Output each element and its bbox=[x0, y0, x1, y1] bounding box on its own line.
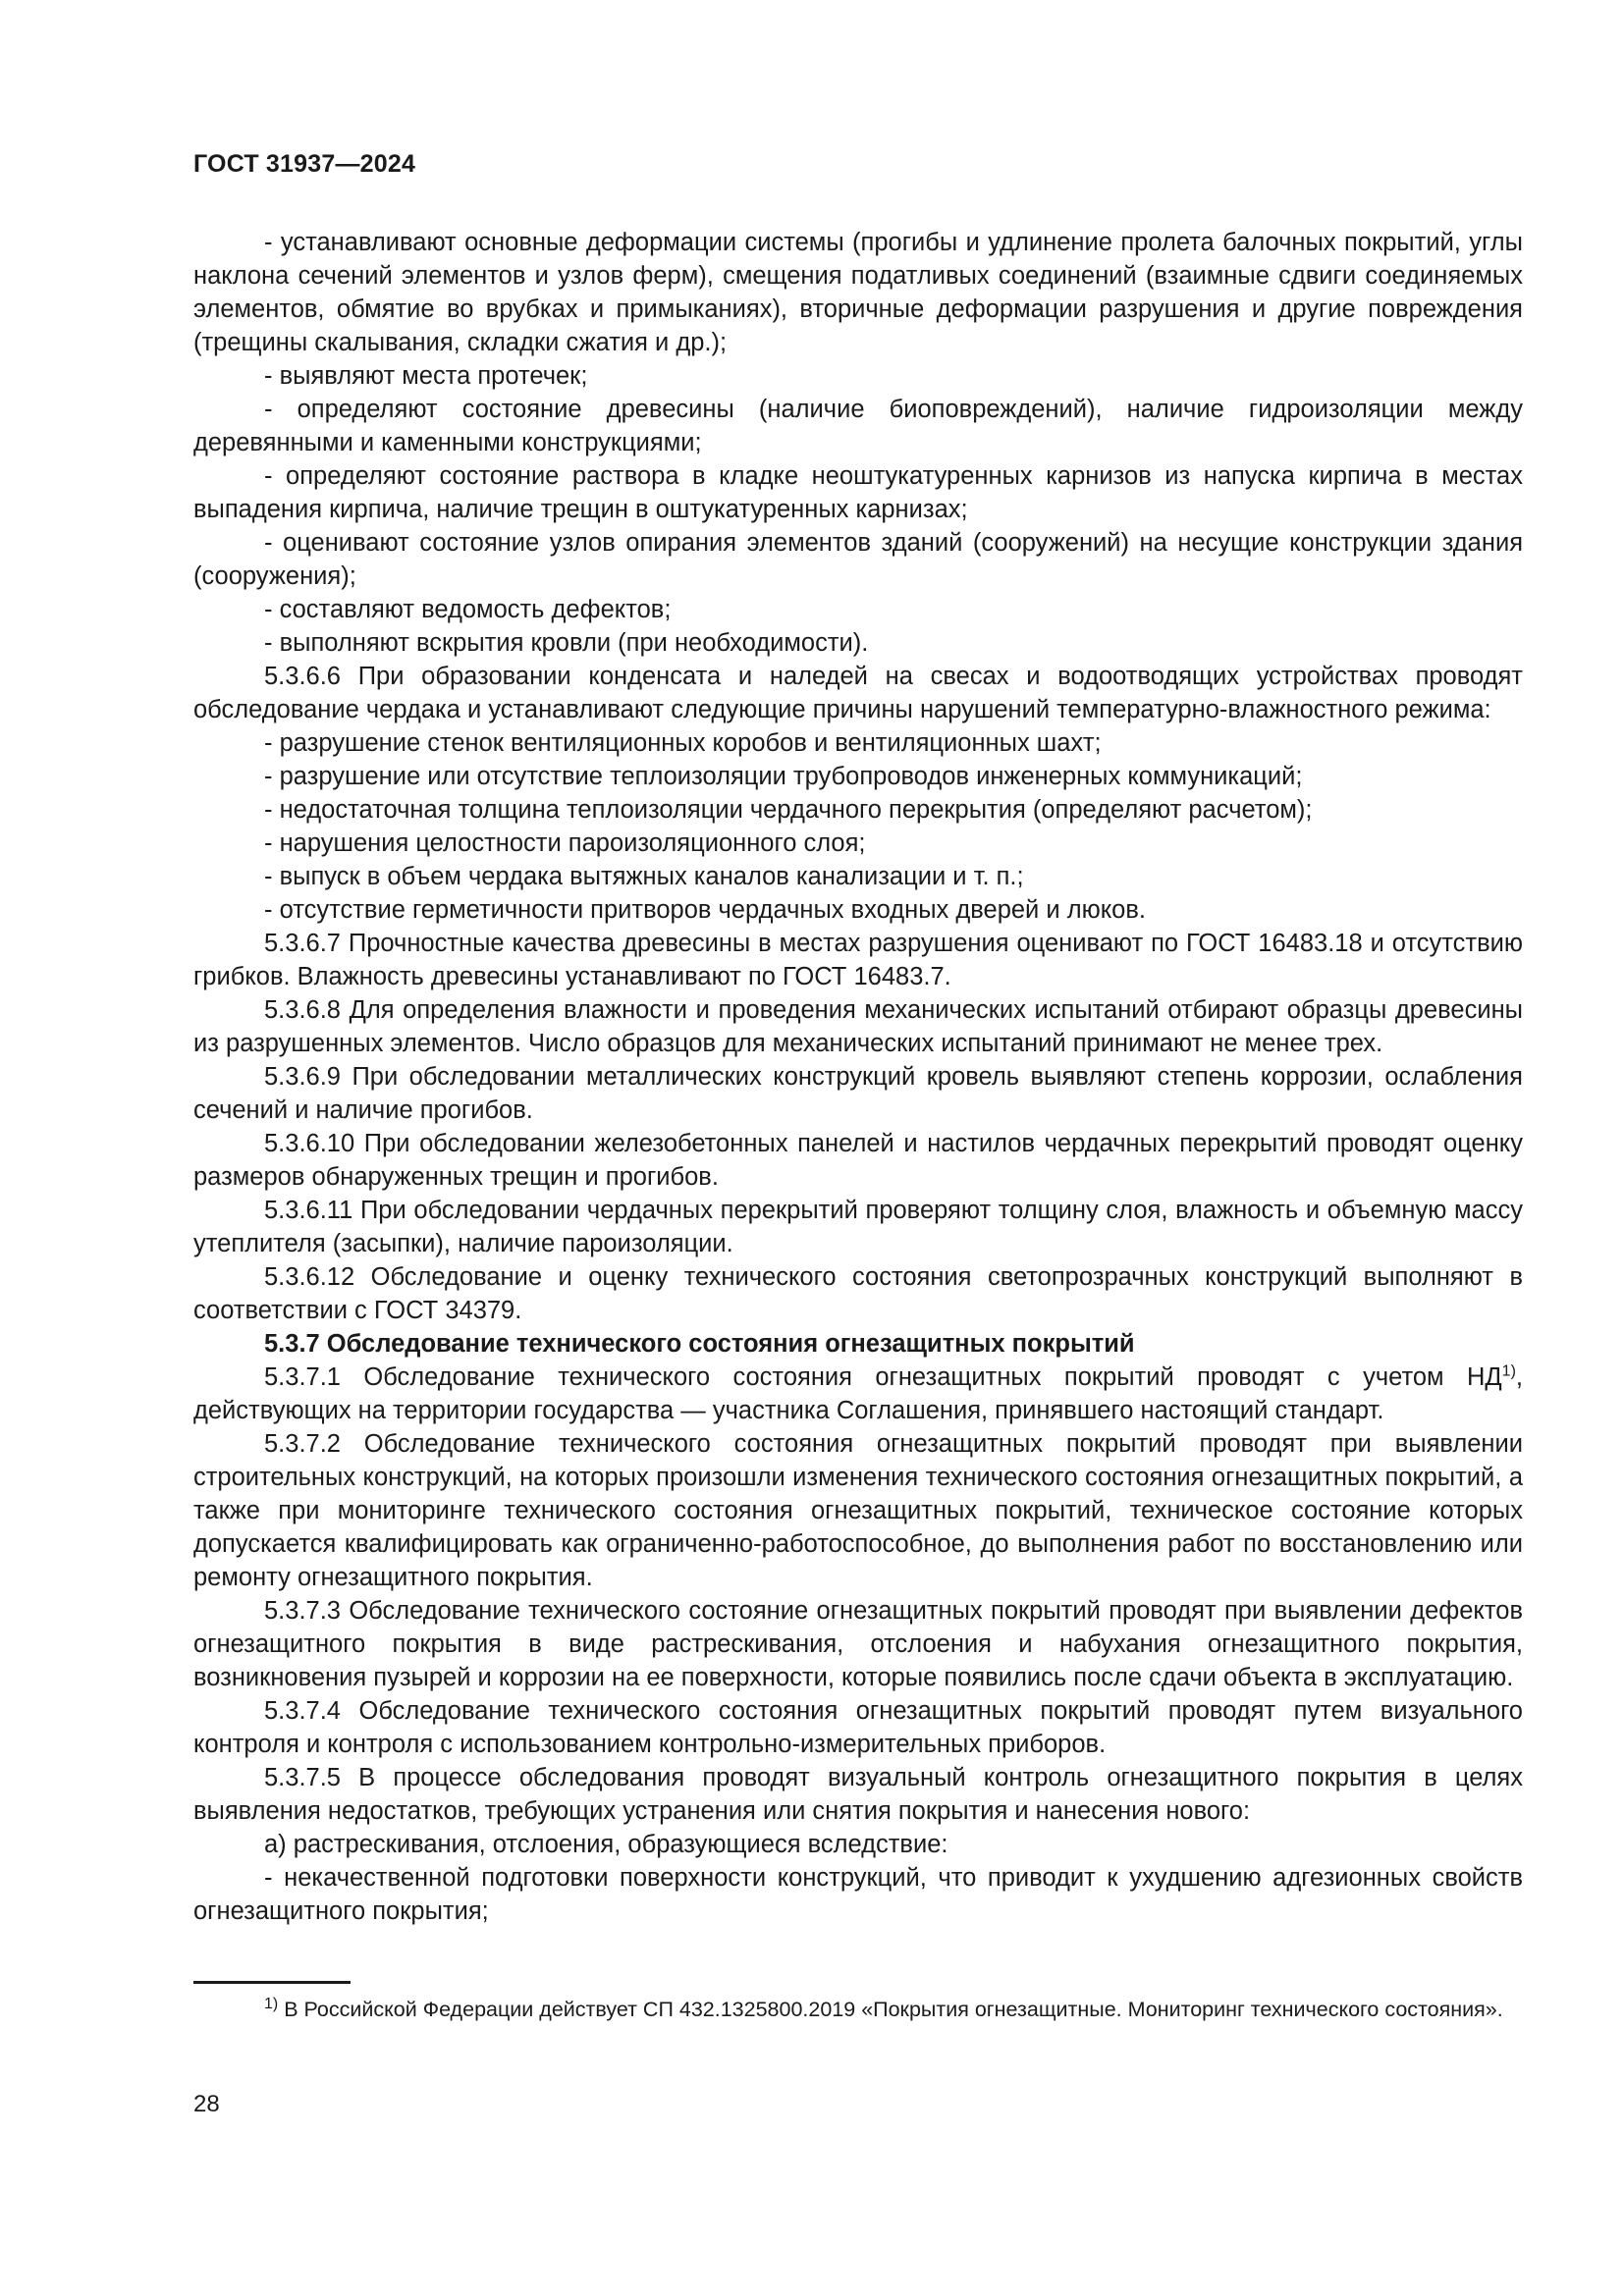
list-item: - устанавливают основные деформации системы (прогибы и удлинение пролета балочных покрытий, углы наклона сечений элементов и узлов ферм), смещения податливых соединений (взаимные сдвиги соединяемых элементов, обмятие во врубках и примыканиях), вторичные деформации разрушения и другие повреждения (трещины скалывания, складки сжатия и др.); bbox=[193, 229, 1523, 356]
clause-5-3-6-8: 5.3.6.8 Для определения влажности и проведения механических испытаний отбирают образцы древесины из разрушенных элементов. Число образцов для механических испытаний принимают не менее трех. bbox=[193, 996, 1523, 1057]
section-heading-5-3-7: 5.3.7 Обследование технического состояния огнезащитных покрытий bbox=[264, 1330, 1135, 1358]
document-body bbox=[193, 226, 1523, 1928]
clause-5-3-6-7: 5.3.6.7 Прочностные качества древесины в местах разрушения оценивают по ГОСТ 16483.18 и отсутствию грибков. Влажность древесины устанавливают по ГОСТ 16483.7. bbox=[193, 930, 1523, 990]
list-item: - нарушения целостности пароизоляционного слоя; bbox=[264, 829, 866, 857]
list-item: - определяют состояние раствора в кладке неоштукатуренных карнизов из напуска кирпича в местах выпадения кирпича, наличие трещин в оштукатуренных карнизах; bbox=[193, 462, 1523, 523]
clause-5-3-6-9: 5.3.6.9 При обследовании металлических конструкций кровель выявляют степень коррозии, ослабления сечений и наличие прогибов. bbox=[193, 1063, 1523, 1124]
list-item: - разрушение или отсутствие теплоизоляции трубопроводов инженерных коммуникаций; bbox=[264, 763, 1303, 790]
clause-5-3-7-1-text-end: , действующих на территории государства — участника Соглашения, принявшего настоящий стандарт. bbox=[193, 1363, 1523, 1424]
list-item: - отсутствие герметичности притворов чердачных входных дверей и люков. bbox=[264, 896, 1146, 924]
list-item: - разрушение стенок вентиляционных коробов и вентиляционных шахт; bbox=[264, 729, 1102, 757]
page-number: 28 bbox=[193, 2091, 220, 2117]
footnote-ref[interactable]: 1) bbox=[1501, 1362, 1516, 1380]
list-item: - выполняют вскрытия кровли (при необходимости). bbox=[264, 629, 869, 657]
list-item: - выпуск в объем чердака вытяжных каналов канализации и т. п.; bbox=[264, 863, 1024, 890]
clause-5-3-7-2: 5.3.7.2 Обследование технического состояния огнезащитных покрытий проводят при выявлении строительных конструкций, на которых произошли изменения технического состояния огнезащитных покрытий, а также при мониторинге технического состояния огнезащитных покрытий, техническое состояние которых допускается квалифицировать как ограниченно-работоспособное, до выполнения работ по восстановлению или ремонту огнезащитного покрытия. bbox=[193, 1430, 1523, 1591]
list-item: - выявляют места протечек; bbox=[264, 362, 588, 390]
list-item: - оценивают состояние узлов опирания элементов зданий (сооружений) на несущие конструкции здания (сооружения); bbox=[193, 529, 1523, 590]
clause-5-3-7-3: 5.3.7.3 Обследование технического состояние огнезащитных покрытий проводят при выявлении дефектов огнезащитного покрытия в виде растрескивания, отслоения и набухания огнезащитного покрытия, возникновения пузырей и коррозии на ее поверхности, которые появились после сдачи объекта в эксплуатацию. bbox=[193, 1597, 1523, 1691]
list-item: а) растрескивания, отслоения, образующиеся вследствие: bbox=[264, 1831, 948, 1858]
clause-5-3-7-4: 5.3.7.4 Обследование технического состояния огнезащитных покрытий проводят путем визуального контроля и контроля с использованием контрольно-измерительных приборов. bbox=[193, 1697, 1523, 1758]
clause-5-3-7-5: 5.3.7.5 В процессе обследования проводят визуальный контроль огнезащитного покрытия в целях выявления недостатков, требующих устранения или снятия покрытия и нанесения нового: bbox=[193, 1764, 1523, 1825]
clause-5-3-7-1 bbox=[193, 1361, 1523, 1427]
list-item: - недостаточная толщина теплоизоляции чердачного перекрытия (определяют расчетом); bbox=[264, 796, 1313, 824]
footnote-divider bbox=[193, 1981, 351, 1984]
footnote-marker: 1) bbox=[264, 1995, 279, 2012]
list-item: - некачественной подготовки поверхности конструкций, что приводит к ухудшению адгезионных свойств огнезащитного покрытия; bbox=[193, 1864, 1523, 1925]
clause-5-3-6-6: 5.3.6.6 При образовании конденсата и наледей на свесах и водоотводящих устройствах проводят обследование чердака и устанавливают следующие причины нарушений температурно-влажностного режима: bbox=[193, 663, 1523, 723]
clause-5-3-6-10: 5.3.6.10 При обследовании железобетонных панелей и настилов чердачных перекрытий проводят оценку размеров обнаруженных трещин и прогибов. bbox=[193, 1130, 1523, 1191]
clause-5-3-6-11: 5.3.6.11 При обследовании чердачных перекрытий проверяют толщину слоя, влажность и объемную массу утеплителя (засыпки), наличие пароизоляции. bbox=[193, 1197, 1523, 1257]
footnote-text: В Российской Федерации действует СП 432.1325800.2019 «Покрытия огнезащитные. Мониторинг технического состояния». bbox=[278, 1998, 1503, 2021]
list-item: - составляют ведомость дефектов; bbox=[264, 596, 672, 623]
clause-5-3-6-12: 5.3.6.12 Обследование и оценку технического состояния светопрозрачных конструкций выполняют в соответствии с ГОСТ 34379. bbox=[193, 1263, 1523, 1324]
clause-5-3-7-1-text: 5.3.7.1 Обследование технического состояния огнезащитных покрытий проводят с учетом НД bbox=[264, 1363, 1502, 1391]
footnote bbox=[193, 1995, 1523, 2024]
list-item: - определяют состояние древесины (наличие биоповреждений), наличие гидроизоляции между деревянными и каменными конструкциями; bbox=[193, 396, 1523, 456]
document-header: ГОСТ 31937—2024 bbox=[193, 150, 416, 178]
